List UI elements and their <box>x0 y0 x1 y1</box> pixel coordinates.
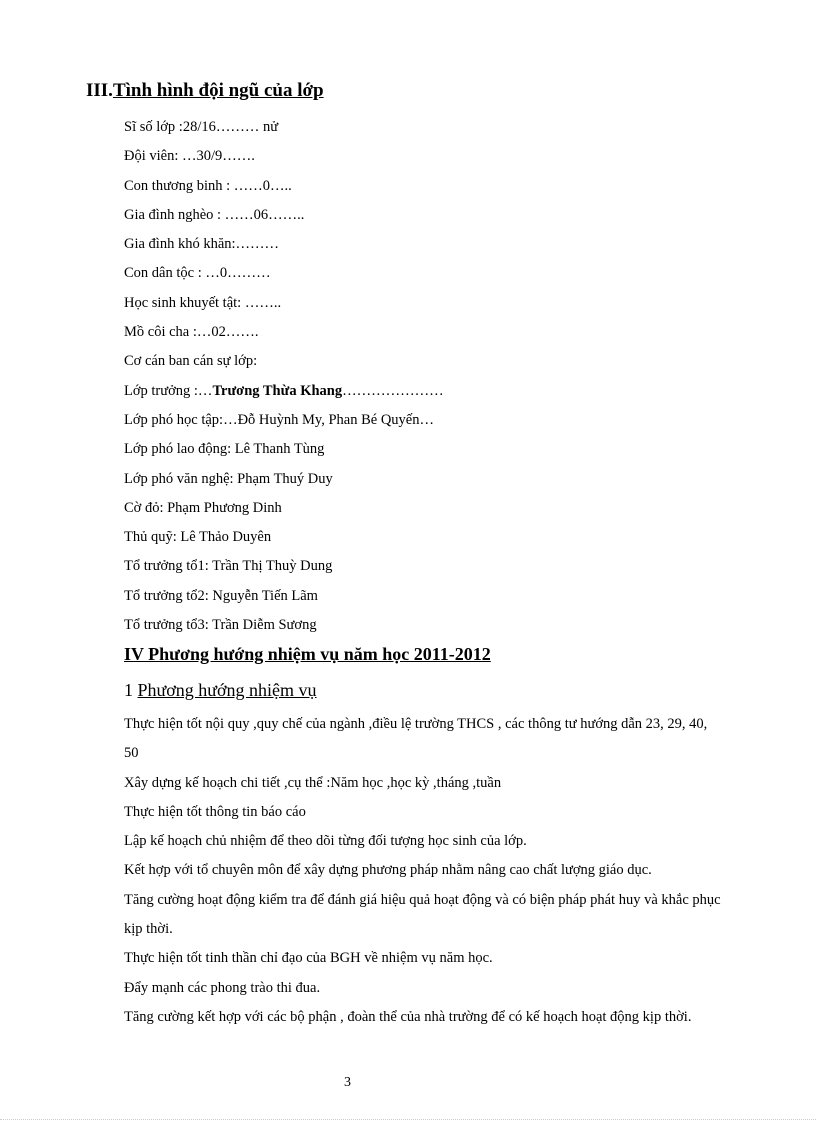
task-item: Kết hợp với tổ chuyên môn để xây dựng phương pháp nhằm nâng cao chất lượng giáo dục. <box>124 862 652 879</box>
stat-item: Con dân tộc : …0……… <box>124 265 271 282</box>
class-monitor-name: Trương Thừa Khang <box>212 382 343 399</box>
task-item: Lập kế hoạch chủ nhiệm để theo dõi từng đối tượng học sinh của lớp. <box>124 833 527 850</box>
section-iii-title: Tình hình đội ngũ của lớp <box>112 80 324 101</box>
section-iii-number: III. <box>86 80 113 101</box>
section-iii-heading <box>86 80 324 102</box>
stat-item: Con thương binh : ……0….. <box>124 177 292 194</box>
stat-item: Tổ trưởng tổ1: Trần Thị Thuỳ Dung <box>124 558 333 575</box>
tasks-list <box>124 710 724 1032</box>
stat-item: Lớp phó học tập:…Đỗ Huỳnh My, Phan Bé Quyến… <box>124 411 434 428</box>
task-item: Tăng cường hoạt động kiểm tra để đánh giá hiệu quả hoạt động và có biện pháp phát huy và khắc phục kịp thời. <box>124 891 721 938</box>
class-monitor-suffix: ………………… <box>342 382 444 399</box>
stat-item: Lớp phó lao động: Lê Thanh Tùng <box>124 441 325 458</box>
stat-item: Học sinh khuyết tật: …….. <box>124 294 282 311</box>
class-monitor-item <box>124 380 444 409</box>
task-item: Thực hiện tốt thông tin báo cáo <box>124 803 306 820</box>
task-item: Thực hiện tốt tinh thần chỉ đạo của BGH về nhiệm vụ năm học. <box>124 950 493 967</box>
page-number: 3 <box>344 1075 351 1090</box>
stat-item: Tổ trưởng tổ3: Trần Diễm Sương <box>124 617 317 634</box>
subsection-1-heading <box>124 680 317 701</box>
stat-item: Cờ đỏ: Phạm Phương Dinh <box>124 499 282 516</box>
subsection-1-number: 1 <box>124 680 138 700</box>
task-item: Xây dựng kế hoạch chi tiết ,cụ thể :Năm học ,học kỳ ,tháng ,tuần <box>124 774 502 791</box>
stat-item: Sĩ số lớp :28/16……… nử <box>124 119 279 135</box>
stat-item: Đội viên: …30/9……. <box>124 148 255 165</box>
stat-item: Lớp phó văn nghệ: Phạm Thuý Duy <box>124 470 333 487</box>
stat-item: Cơ cán ban cán sự lớp: <box>124 353 258 370</box>
stat-item: Gia đình khó khăn:……… <box>124 236 280 253</box>
task-item: Thực hiện tốt nội quy ,quy chế của ngành ,điều lệ trường THCS , các thông tư hướng dẫn 23, 29, 40, 50 <box>124 716 708 762</box>
stat-item: Tổ trưởng tổ2: Nguyễn Tiến Lãm <box>124 587 318 604</box>
stat-item: Thủ quỹ: Lê Thảo Duyên <box>124 529 272 546</box>
subsection-1-title: Phương hướng nhiệm vụ <box>137 680 317 700</box>
task-item: Đẩy mạnh các phong trào thi đua. <box>124 979 321 996</box>
class-monitor-prefix: Lớp trưởng :… <box>124 382 213 399</box>
section-iv-heading: IV Phương hướng nhiệm vụ năm học 2011-2012 <box>124 644 491 664</box>
stat-item: Mồ côi cha :…02……. <box>124 324 259 341</box>
page-bottom-divider <box>0 1119 816 1120</box>
task-item: Tăng cường kết hợp với các bộ phận , đoàn thể của nhà trường để có kế hoạch hoạt động kịp thời. <box>124 1008 692 1025</box>
stat-item: Gia đình nghèo : ……06…….. <box>124 206 305 223</box>
class-stats-list <box>124 116 444 643</box>
